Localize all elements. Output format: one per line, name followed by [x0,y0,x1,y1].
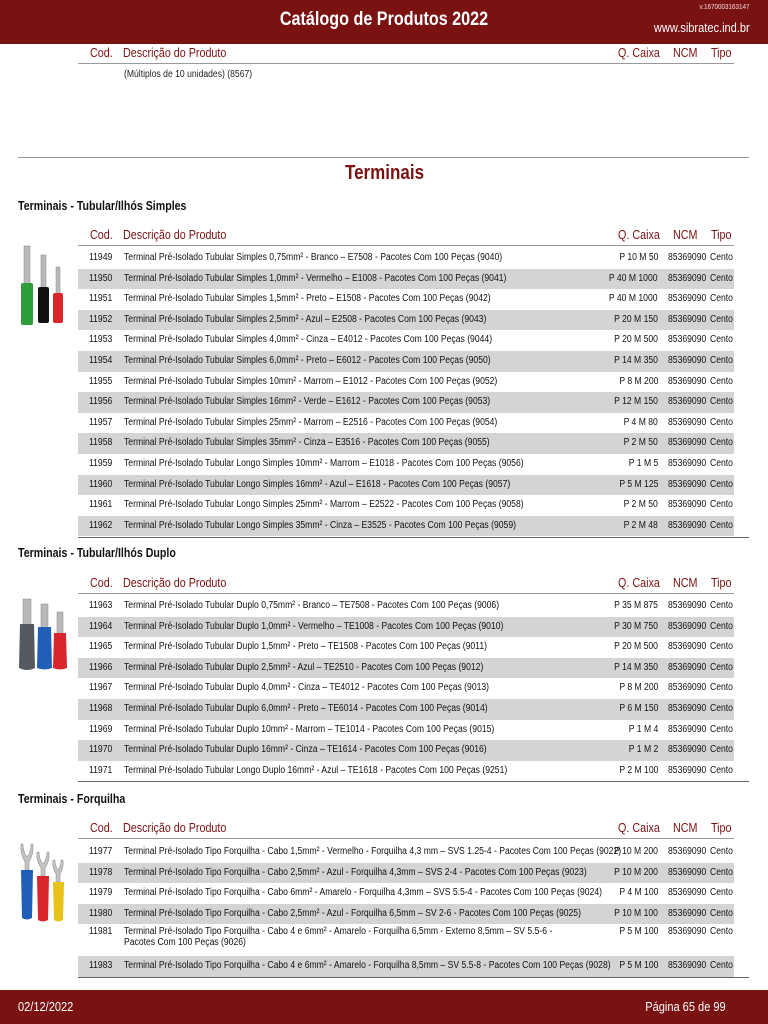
cell-tipo: Cento [710,682,733,694]
cell-desc: Terminal Pré-Isolado Tipo Forquilha - Cabo 4 e 6mm² - Amarelo - Forquilha 8,5mm – SV 5.5-8 - Pacotes Com 100 Peças (9028) [124,960,611,972]
cell-cod: 11961 [89,499,113,511]
tubular-duplo-image [18,596,68,672]
cell-ncm: 85369090 [668,960,707,972]
cell-cod: 11971 [89,764,113,776]
cell-tipo: Cento [710,354,733,366]
table-row [78,310,734,331]
cell-ncm: 85369090 [668,396,707,408]
cell-ncm: 85369090 [668,887,707,899]
table-header [78,820,734,839]
col-desc: Descrição do Produto [123,46,227,60]
cell-cod: 11963 [89,600,113,611]
cell-cod: 11968 [89,702,113,714]
cell-ncm: 85369090 [668,334,707,346]
cell-cod: 11953 [89,334,113,346]
cell-caixa: P 10 M 50 [618,252,658,263]
table-row [78,720,734,741]
cell-desc: Terminal Pré-Isolado Tipo Forquilha - Cabo 6mm² - Amarelo - Forquilha 4,3mm – SVS 5.5-4 - Pacotes Com 100 Peças (9024) [124,887,602,899]
cell-caixa: P 10 M 100 [614,907,658,919]
table-row [78,351,734,372]
forquilha-image [18,840,68,924]
table-end-rule [78,537,749,538]
cell-tipo: Cento [710,499,733,511]
cell-ncm: 85369090 [668,519,707,531]
cell-cod: 11978 [89,866,113,878]
cell-desc: Terminal Pré-Isolado Tubular Duplo 6,0mm² - Preto – TE6014 - Pacotes Com 100 Peças (9014) [124,702,488,714]
cell-desc: Terminal Pré-Isolado Tipo Forquilha - Cabo 1,5mm² - Vermelho - Forquilha 4,3 mm – SVS 1.25-4 - Pacotes Com 100 Peças (9022) [124,846,622,857]
table-row [78,372,734,393]
cell-tipo: Cento [710,744,733,756]
cell-cod: 11983 [89,960,113,972]
cell-caixa: P 5 M 100 [618,960,658,972]
table-row [78,248,734,269]
cell-tipo: Cento [710,396,733,408]
table-row [78,495,734,516]
cell-tipo: Cento [710,661,733,673]
footer-date: 02/12/2022 [18,999,74,1014]
col-cod: Cod. [90,576,113,590]
table-row [78,658,734,679]
cell-desc: Terminal Pré-Isolado Tubular Duplo 2,5mm² - Azul – TE2510 - Pacotes Com 100 Peças (9012) [124,661,484,673]
cell-ncm: 85369090 [668,907,707,919]
product-table [78,248,734,536]
cell-desc: Terminal Pré-Isolado Tipo Forquilha - Cabo 2,5mm² - Azul - Forquilha 6,5mm – SV 2-6 - Pacotes Com 100 Peças (9025) [124,907,581,919]
cell-desc: Terminal Pré-Isolado Tubular Duplo 1,0mm² - Vermelho – TE1008 - Pacotes Com 100 Peças (9010) [124,620,504,632]
cell-desc: Terminal Pré-Isolado Tipo Forquilha - Cabo 2,5mm² - Azul - Forquilha 4,3mm – SVS 2-4 - Pacotes Com 100 Peças (9023) [124,866,587,878]
col-caixa: Q. Caixa [618,821,660,835]
section-divider [18,157,749,158]
cell-tipo: Cento [710,600,733,611]
col-caixa: Q. Caixa [618,576,660,590]
cell-desc: Terminal Pré-Isolado Tubular Duplo 16mm² - Cinza – TE1614 - Pacotes Com 100 Peças (9016) [124,744,487,756]
cell-tipo: Cento [710,620,733,632]
cell-tipo: Cento [710,293,733,305]
table-row [78,740,734,761]
table-row [78,863,734,884]
cell-ncm: 85369090 [668,682,707,694]
cell-desc: Terminal Pré-Isolado Tubular Longo Simples 25mm² - Marrom – E2522 - Pacotes Com 100 Peças (9058) [124,499,524,511]
cell-cod: 11949 [89,252,113,263]
cell-ncm: 85369090 [668,252,707,263]
cell-tipo: Cento [710,334,733,346]
cell-ncm: 85369090 [668,499,707,511]
cell-ncm: 85369090 [668,375,707,387]
cell-tipo: Cento [710,764,733,776]
cell-cod: 11962 [89,519,113,531]
cell-tipo: Cento [710,641,733,653]
cell-cod: 11952 [89,313,113,325]
cell-ncm: 85369090 [668,293,707,305]
cell-caixa: P 14 M 350 [614,661,658,673]
group-title-tubular-simples: Terminais - Tubular/Ilhós Simples [18,199,187,213]
cell-cod: 11958 [89,437,113,449]
cell-caixa: P 2 M 48 [623,519,658,531]
table-end-rule [78,781,749,782]
cell-ncm: 85369090 [668,620,707,632]
table-row [78,413,734,434]
section-title: Terminais [344,162,424,184]
col-caixa: Q. Caixa [618,46,660,60]
cell-desc: Terminal Pré-Isolado Tipo Forquilha - Cabo 4 e 6mm² - Amarelo - Forquilha 6,5mm - Externo 8,5mm – SV 5.5-6 - Pacotes Com 100 Peças (9026) [124,926,553,949]
table-row [78,269,734,290]
cell-ncm: 85369090 [668,600,707,611]
cell-tipo: Cento [710,846,733,857]
cell-caixa: P 40 M 1000 [609,293,658,305]
cell-desc: Terminal Pré-Isolado Tubular Simples 16mm² - Verde – E1612 - Pacotes Com 100 Peças (9053) [124,396,491,408]
group-title-tubular-duplo: Terminais - Tubular/Ilhós Duplo [18,546,176,560]
cell-cod: 11967 [89,682,113,694]
cell-desc: Terminal Pré-Isolado Tubular Simples 10mm² - Marrom – E1012 - Pacotes Com 100 Peças (9052) [124,375,498,387]
cell-cod: 11966 [89,661,113,673]
cell-tipo: Cento [710,457,733,469]
cell-cod: 11956 [89,396,113,408]
cell-ncm: 85369090 [668,641,707,653]
table-end-rule [78,977,749,978]
cell-ncm: 85369090 [668,702,707,714]
tubular-simples-image [18,243,68,327]
cell-cod: 11980 [89,907,113,919]
cell-desc: Terminal Pré-Isolado Tubular Simples 1,5mm² - Preto – E1508 - Pacotes Com 100 Peças (9042) [124,293,491,305]
cell-caixa: P 40 M 1000 [609,272,658,284]
cell-cod: 11969 [89,723,113,735]
cell-caixa: P 14 M 350 [614,354,658,366]
cell-cod: 11965 [89,641,113,653]
page-header [0,0,768,44]
cell-caixa: P 1 M 4 [628,723,658,735]
page-footer [0,990,768,1024]
cell-tipo: Cento [710,960,733,972]
cell-caixa: P 5 M 100 [618,926,658,938]
cell-cod: 11957 [89,416,113,428]
cell-cod: 11959 [89,457,113,469]
cell-ncm: 85369090 [668,478,707,490]
col-tipo: Tipo [711,821,732,835]
cell-tipo: Cento [710,887,733,899]
cell-tipo: Cento [710,272,733,284]
table-row [78,956,734,977]
cell-caixa: P 20 M 150 [614,313,658,325]
table-row [78,842,734,863]
col-desc: Descrição do Produto [123,821,227,835]
cell-tipo: Cento [710,926,733,938]
cell-caixa: P 1 M 2 [628,744,658,756]
cell-ncm: 85369090 [668,416,707,428]
cell-caixa: P 10 M 200 [614,866,658,878]
cell-ncm: 85369090 [668,457,707,469]
col-cod: Cod. [90,821,113,835]
product-table [78,842,734,977]
col-ncm: NCM [673,46,698,60]
cell-caixa: P 5 M 125 [618,478,658,490]
cell-tipo: Cento [710,437,733,449]
cell-desc: Terminal Pré-Isolado Tubular Simples 2,5mm² - Azul – E2508 - Pacotes Com 100 Peças (9043) [124,313,487,325]
cell-tipo: Cento [710,723,733,735]
cell-caixa: P 6 M 150 [618,702,658,714]
cell-cod: 11979 [89,887,113,899]
cell-caixa: P 8 M 200 [618,682,658,694]
col-tipo: Tipo [711,576,732,590]
cell-desc: Terminal Pré-Isolado Tubular Simples 0,75mm² - Branco – E7508 - Pacotes Com 100 Peças (9040) [124,252,503,263]
cell-ncm: 85369090 [668,926,707,938]
cell-desc: Terminal Pré-Isolado Tubular Duplo 10mm² - Marrom – TE1014 - Pacotes Com 100 Peças (9015) [124,723,495,735]
table-row [78,596,734,617]
table-row [78,330,734,351]
cell-tipo: Cento [710,907,733,919]
cell-ncm: 85369090 [668,846,707,857]
cell-cod: 11977 [89,846,113,857]
table-header-continued [78,45,734,64]
table-row [78,678,734,699]
cell-caixa: P 1 M 5 [628,457,658,469]
col-ncm: NCM [673,228,698,242]
table-row [78,904,734,925]
cell-cod: 11954 [89,354,113,366]
cell-desc: Terminal Pré-Isolado Tubular Longo Simples 16mm² - Azul – E1618 - Pacotes Com 100 Peças (9057) [124,478,511,490]
page-number: Página 65 de 99 [645,999,726,1014]
table-row [78,617,734,638]
col-desc: Descrição do Produto [123,576,227,590]
cell-desc: Terminal Pré-Isolado Tubular Duplo 4,0mm² - Cinza – TE4012 - Pacotes Com 100 Peças (9013) [124,682,490,694]
cell-caixa: P 10 M 200 [614,846,658,857]
cell-caixa: P 12 M 150 [614,396,658,408]
group-title-forquilha: Terminais - Forquilha [18,792,126,806]
cell-desc: Terminal Pré-Isolado Tubular Simples 6,0mm² - Preto – E6012 - Pacotes Com 100 Peças (9050) [124,354,491,366]
cell-caixa: P 2 M 50 [623,499,658,511]
cell-desc: Terminal Pré-Isolado Tubular Duplo 1,5mm² - Preto – TE1508 - Pacotes Com 100 Peças (9011) [124,641,487,653]
table-row [78,883,734,904]
cell-ncm: 85369090 [668,764,707,776]
cell-caixa: P 35 M 875 [614,600,658,611]
cell-desc: Terminal Pré-Isolado Tubular Simples 25mm² - Marrom – E2516 - Pacotes Com 100 Peças (9054) [124,416,498,428]
cell-desc: Terminal Pré-Isolado Tubular Longo Simples 35mm² - Cinza – E3525 - Pacotes Com 100 Peças (9059) [124,519,516,531]
cell-tipo: Cento [710,866,733,878]
cell-desc: Terminal Pré-Isolado Tubular Duplo 0,75mm² - Branco – TE7508 - Pacotes Com 100 Peças (9006) [124,600,500,611]
catalog-title: Catálogo de Produtos 2022 [279,9,489,30]
cell-caixa: P 20 M 500 [614,641,658,653]
table-row [78,392,734,413]
cell-cod: 11955 [89,375,113,387]
table-row [78,699,734,720]
table-row [78,516,734,537]
cell-ncm: 85369090 [668,723,707,735]
cell-ncm: 85369090 [668,354,707,366]
col-cod: Cod. [90,228,113,242]
table-row [78,761,734,782]
cell-caixa: P 4 M 80 [623,416,658,428]
cell-desc: Terminal Pré-Isolado Tubular Longo Duplo 16mm² - Azul – TE1618 - Pacotes Com 100 Peças (9251) [124,764,508,776]
cell-tipo: Cento [710,702,733,714]
cell-ncm: 85369090 [668,313,707,325]
table-row [78,637,734,658]
version-label: v.1670003163147 [700,4,750,11]
cell-tipo: Cento [710,313,733,325]
cell-cod: 11951 [89,293,113,305]
cell-ncm: 85369090 [668,272,707,284]
cell-ncm: 85369090 [668,866,707,878]
cell-caixa: P 4 M 100 [618,887,658,899]
table-header [78,575,734,594]
cell-caixa: P 8 M 200 [618,375,658,387]
table-row [78,433,734,454]
table-header [78,227,734,246]
col-ncm: NCM [673,576,698,590]
cell-cod: 11950 [89,272,113,284]
cell-caixa: P 30 M 750 [614,620,658,632]
col-desc: Descrição do Produto [123,228,227,242]
col-cod: Cod. [90,46,113,60]
cell-cod: 11981 [89,926,113,938]
table-row [78,924,734,956]
cell-cod: 11964 [89,620,113,632]
cell-cod: 11960 [89,478,113,490]
cell-desc: Terminal Pré-Isolado Tubular Simples 4,0mm² - Cinza – E4012 - Pacotes Com 100 Peças (9044) [124,334,493,346]
col-caixa: Q. Caixa [618,228,660,242]
cell-tipo: Cento [710,519,733,531]
cell-tipo: Cento [710,252,733,263]
cell-caixa: P 20 M 500 [614,334,658,346]
product-table [78,596,734,781]
cell-tipo: Cento [710,416,733,428]
cell-ncm: 85369090 [668,661,707,673]
cell-ncm: 85369090 [668,744,707,756]
table-row [78,475,734,496]
website-link[interactable]: www.sibratec.ind.br [654,20,750,35]
cell-desc: Terminal Pré-Isolado Tubular Longo Simples 10mm² - Marrom – E1018 - Pacotes Com 100 Peças (9056) [124,457,524,469]
cell-ncm: 85369090 [668,437,707,449]
col-ncm: NCM [673,821,698,835]
col-tipo: Tipo [711,228,732,242]
cell-cod: 11970 [89,744,113,756]
continuation-note: (Múltiplos de 10 unidades) (8567) [124,69,253,80]
cell-desc: Terminal Pré-Isolado Tubular Simples 1,0mm² - Vermelho – E1008 - Pacotes Com 100 Peças (9041) [124,272,507,284]
cell-caixa: P 2 M 50 [623,437,658,449]
table-row [78,454,734,475]
table-row [78,289,734,310]
col-tipo: Tipo [711,46,732,60]
cell-tipo: Cento [710,375,733,387]
cell-desc: Terminal Pré-Isolado Tubular Simples 35mm² - Cinza – E3516 - Pacotes Com 100 Peças (9055) [124,437,490,449]
cell-tipo: Cento [710,478,733,490]
cell-caixa: P 2 M 100 [618,764,658,776]
